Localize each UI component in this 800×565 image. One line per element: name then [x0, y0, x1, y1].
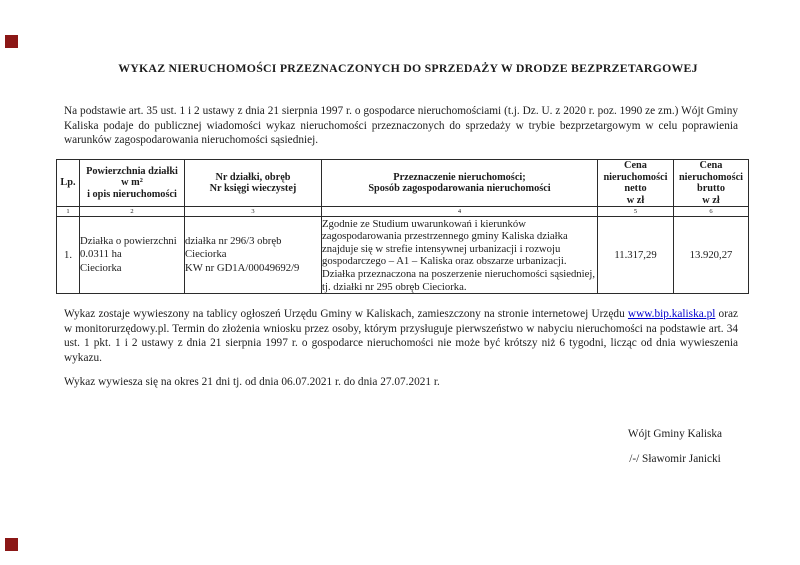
header-plot-line: Nr działki, obręb [215, 171, 291, 183]
header-brutto-line: w zł [702, 194, 720, 206]
cell-price-brutto: 13.920,27 [674, 217, 749, 294]
plot-line: KW nr GD1A/00049692/9 [185, 262, 300, 275]
intro-paragraph: Na podstawie art. 35 ust. 1 i 2 ustawy z dnia 21 sierpnia 1997 r. o gospodarce nieruchomościami (t.j. Dz. U. z 2020 r. poz. 1990 ze zm.) Wójt Gminy Kaliska podaje do publicznej wiadomości wykaz nieruchomości przeznaczonych do sprzedaży w trybie bezprzetargowym w celu poprawienia warunków zagospodarowania nieruchomości sąsiedniej. [64, 105, 738, 147]
header-purpose-line: Sposób zagospodarowania nieruchomości [368, 183, 551, 195]
cell-plot-number [185, 217, 322, 294]
signature-name: /-/ Sławomir Janicki [629, 453, 721, 465]
column-number-row [57, 207, 749, 217]
table-header-row [57, 160, 749, 207]
column-number: 4 [322, 207, 598, 217]
plot-line: Cieciorka [185, 248, 227, 261]
header-area-line: i opis nieruchomości [87, 188, 177, 200]
header-brutto-line: nieruchomości [678, 171, 744, 183]
column-number: 5 [598, 207, 674, 217]
header-area-line: w m² [121, 177, 143, 189]
plot-line: działka nr 296/3 obręb [185, 234, 282, 247]
column-number: 3 [185, 207, 322, 217]
cell-purpose: Zgodnie ze Studium uwarunkowań i kierunków zagospodarowania przestrzennego gminy Kaliska działka znajduje się w strefie intensywnej urbanizacji i rozwoju gospodarczego – A1 – Kaliska oraz obszarze urbanizacji. Działka przeznaczona na poszerzenie nieruchomości sąsiedniej, tj. działki nr 295 obręb Cieciorka. [322, 217, 598, 294]
cell-area-description [80, 217, 185, 294]
cell-lp: 1. [57, 217, 80, 294]
column-number: 2 [80, 207, 185, 217]
header-area [80, 160, 185, 207]
area-line: 0.0311 ha [80, 248, 122, 261]
signature-role: Wójt Gminy Kaliska [627, 428, 723, 440]
area-line: Działka o powierzchni [80, 234, 177, 247]
header-plot [185, 160, 322, 207]
property-listing-table [56, 159, 749, 294]
header-purpose [322, 160, 598, 207]
header-netto-line: w zł [626, 194, 645, 206]
notice-text-before-link: Wykaz zostaje wywieszony na tablicy ogłoszeń Urzędu Gminy w Kaliskach, zamieszczony na stronie internetowej Urzędu [64, 308, 628, 320]
display-period-line: Wykaz wywiesza się na okres 21 dni tj. od dnia 06.07.2021 r. do dnia 27.07.2021 r. [64, 376, 440, 388]
notice-text-after-link: oraz w monitorurzędowy.pl. Termin do złożenia wniosku przez osoby, którym przysługuje pierwszeństwo w nabyciu nieruchomości na podstawie art. 34 ust. 1 pkt. 1 i 2 ustawy z dnia 21 sierpnia 1997 r. o gospodarce nieruchomości nie może być krótszy niż 6 tygodni, licząc od dnia wywieszenia wykazu. [64, 308, 738, 364]
header-plot-line: Nr księgi wieczystej [209, 183, 297, 195]
header-brutto-line: brutto [696, 183, 726, 195]
header-price-netto [598, 160, 674, 207]
table-row [57, 217, 749, 294]
area-line: Cieciorka [80, 262, 122, 275]
header-lp: Lp. [57, 160, 80, 207]
header-brutto-line: Cena [699, 160, 723, 171]
header-purpose-line: Przeznaczenie nieruchomości; [393, 171, 526, 183]
header-netto-line: Cena [624, 160, 647, 171]
red-square-marker-top [5, 35, 18, 48]
red-square-marker-bottom [5, 538, 18, 551]
column-number: 6 [674, 207, 749, 217]
header-area-line: Powierzchnia działki [86, 165, 178, 177]
cell-price-netto: 11.317,29 [598, 217, 674, 294]
header-price-brutto [674, 160, 749, 207]
signature-block [558, 428, 792, 465]
header-netto-line: netto [624, 183, 647, 195]
notice-paragraph [64, 307, 738, 365]
header-netto-line: nieruchomości [603, 171, 668, 183]
bip-kaliska-link[interactable]: www.bip.kaliska.pl [627, 308, 716, 320]
column-number: 1 [57, 207, 80, 217]
page-title: WYKAZ NIERUCHOMOŚCI PRZEZNACZONYCH DO SPRZEDAŻY W DRODZE BEZPRZETARGOWEJ [118, 61, 698, 75]
